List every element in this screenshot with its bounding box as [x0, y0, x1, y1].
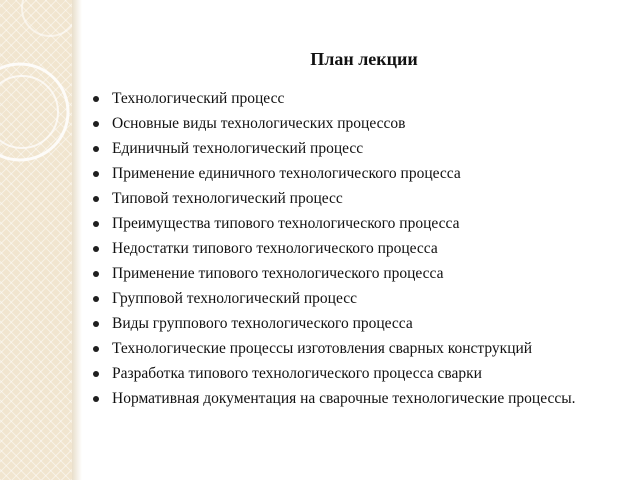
bullet-icon: [93, 196, 99, 202]
list-item-text: Применение типового технологического процесса: [112, 265, 444, 282]
side-band-shadow: [72, 0, 82, 480]
list-item: [92, 89, 622, 109]
list-item: [92, 164, 622, 184]
list-item: [92, 389, 622, 409]
list-item-text: Разработка типового технологического процесса сварки: [112, 365, 482, 382]
bullet-icon: [93, 396, 99, 402]
list-item-text: Групповой технологический процесс: [112, 290, 357, 307]
list-item-text: Применение единичного технологического процесса: [112, 165, 461, 182]
bullet-icon: [93, 346, 99, 352]
bullet-icon: [93, 296, 99, 302]
list-item: [92, 189, 622, 209]
bullet-icon: [93, 246, 99, 252]
list-item-text: Основные виды технологических процессов: [112, 115, 406, 132]
list-item-text: Единичный технологический процесс: [112, 140, 364, 157]
list-item-text: Типовой технологический процесс: [112, 190, 343, 207]
bullet-icon: [93, 371, 99, 377]
list-item-text: Технологические процессы изготовления сварных конструкций: [112, 340, 533, 357]
bullet-icon: [93, 96, 99, 102]
list-item-text: Технологический процесс: [112, 90, 285, 107]
list-item: [92, 139, 622, 159]
list-item-text: Преимущества типового технологического процесса: [112, 215, 460, 232]
list-item: [92, 289, 622, 309]
list-item: [92, 314, 622, 334]
list-item: [92, 214, 622, 234]
lecture-plan-list: [92, 89, 622, 414]
slide-title: План лекции: [310, 49, 418, 69]
decorative-circles: [0, 0, 72, 480]
list-item: [92, 264, 622, 284]
bullet-icon: [93, 171, 99, 177]
bullet-icon: [93, 321, 99, 327]
decorative-ring-top: [22, 0, 72, 36]
list-item-text: Виды группового технологического процесса: [112, 315, 413, 332]
list-item-text: Нормативная документация на сварочные технологические процессы.: [112, 390, 576, 407]
bullet-icon: [93, 271, 99, 277]
list-item: [92, 239, 622, 259]
list-item: [92, 114, 622, 134]
list-item-text: Недостатки типового технологического процесса: [112, 240, 438, 257]
list-item: [92, 364, 622, 384]
bullet-icon: [93, 146, 99, 152]
list-item: [92, 339, 622, 359]
bullet-icon: [93, 221, 99, 227]
decorative-ring-small: [0, 76, 58, 148]
bullet-icon: [93, 121, 99, 127]
decorative-side-band: [0, 0, 72, 480]
